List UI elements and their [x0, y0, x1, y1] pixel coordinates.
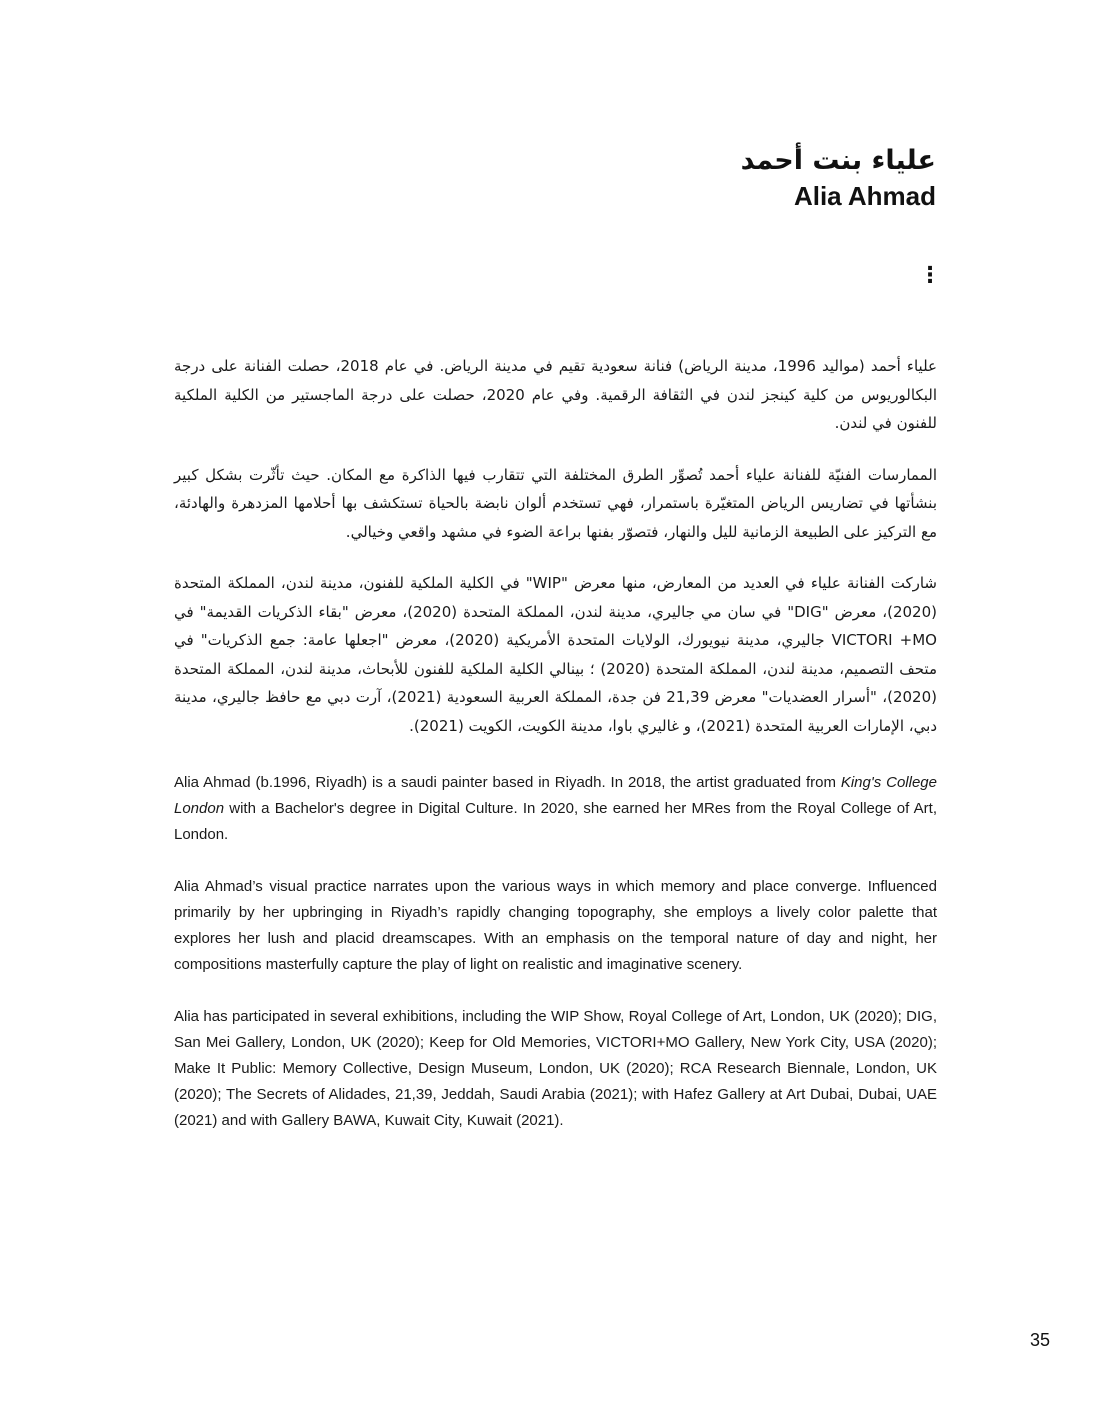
english-paragraph-intro [174, 770, 937, 848]
arabic-biography [174, 352, 937, 763]
artist-title-block [741, 142, 936, 212]
page-number: 35 [1029, 1330, 1050, 1350]
english-intro-college-name: King's College London [174, 774, 937, 817]
vertical-dots-divider: ⋮ [919, 263, 941, 288]
arabic-paragraph-practice: الممارسات الفنيّة للفنانة علياء أحمد تُصوِّر الطرق المختلفة التي تتقارب فيها الذاكرة مع المكان. حيث تأثّرت بشكل كبير بنشأتها في تضاريس الرياض المتغيّرة باستمرار، فهي تستخدم ألوان نابضة بالحياة تستكشف بها أحلامها المزدهرة والهادئة، مع التركيز على الطبيعة الزمانية لليل والنهار، فتصوّر بفنها براعة الضوء في مشهد واقعي وخيالي. [174, 465, 937, 541]
arabic-paragraph-intro: علياء أحمد (مواليد 1996، مدينة الرياض) فنانة سعودية تقيم في مدينة الرياض. في عام 2018، حصلت الفنانة على درجة البكالوريوس من كلية كينجز لندن في الثقافة الرقمية. وفي عام 2020، حصلت على درجة الماجستير من الكلية الملكية للفنون في لندن. [174, 357, 937, 432]
artist-name-english: Alia Ahmad [793, 181, 936, 211]
arabic-paragraph-exhibitions: شاركت الفنانة علياء في العديد من المعارض، منها معرض "WIP" في الكلية الملكية للفنون، مدينة لندن، المملكة المتحدة (2020)، معرض "DIG" في سان مي جاليري، مدينة لندن، المملكة المتحدة (2020)، معرض "بقاء الذكريات القديمة" في VICTORI +MO جاليري، مدينة نيويورك، الولايات المتحدة الأمريكية (2020)، معرض "اجعلها عامة: جمع الذكريات" في متحف التصميم، مدينة لندن، المملكة المتحدة (2020) ؛ بينالي الكلية الملكية للفنون للأبحاث، مدينة لندن، المملكة المتحدة (2020)، "أسرار العضديات" معرض 21,39 فن جدة، المملكة العربية السعودية (2021)، آرت دبي مع حافظ جاليري، مدينة دبي، الإمارات العربية المتحدة (2021)، و غاليري باوا، مدينة الكويت، الكويت (2021). [174, 574, 937, 735]
english-paragraph-practice: Alia Ahmad’s visual practice narrates upon the various ways in which memory and place converge. Influenced primarily by her upbringing in Riyadh’s rapidly changing topography, she employs a lively color palette that explores her lush and placid dreamscapes. With an emphasis on the temporal nature of day and night, her compositions masterfully capture the play of light on realistic and imaginative scenery. [174, 878, 937, 973]
english-biography [174, 770, 937, 1160]
english-paragraph-exhibitions: Alia has participated in several exhibitions, including the WIP Show, Royal College of Art, London, UK (2020); DIG, San Mei Gallery, London, UK (2020); Keep for Old Memories, VICTORI+MO Gallery, New York City, USA (2020); Make It Public: Memory Collective, Design Museum, London, UK (2020); RCA Research Biennale, London, UK (2020); The Secrets of Alidades, 21,39, Jeddah, Saudi Arabia (2021); with Hafez Gallery at Art Dubai, Dubai, UAE (2021) and with Gallery BAWA, Kuwait City, Kuwait (2021). [174, 1008, 937, 1129]
artist-name-arabic: علياء بنت أحمد [740, 145, 936, 176]
english-intro-part-1: Alia Ahmad (b.1996, Riyadh) is a saudi painter based in Riyadh. In 2018, the artist graduated from [174, 774, 841, 791]
english-intro-part-2: with a Bachelor's degree in Digital Culture. In 2020, she earned her MRes from the Royal College of Art, London. [174, 800, 937, 843]
